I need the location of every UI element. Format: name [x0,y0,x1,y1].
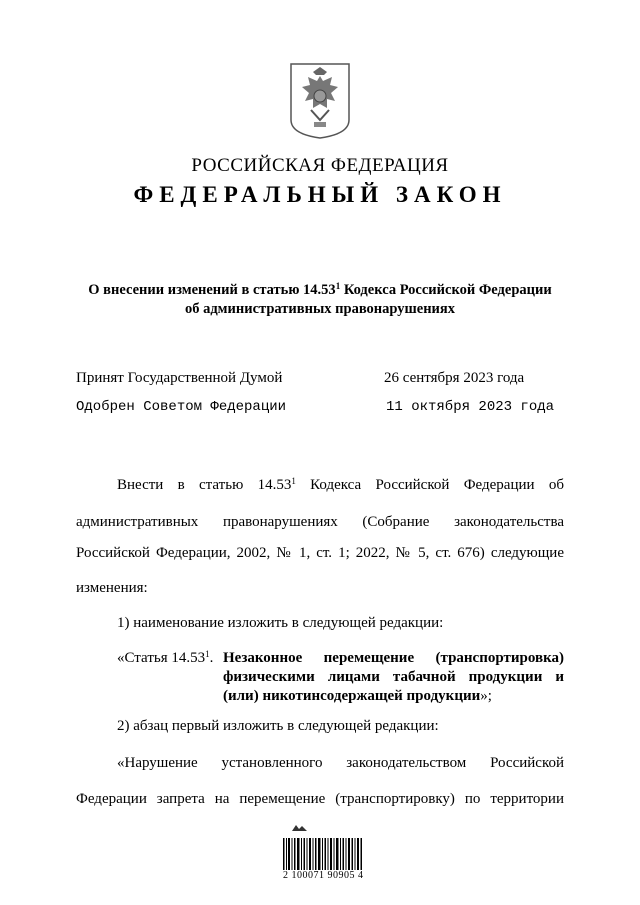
body-paragraph-line: «Нарушение установленного законодательством Российской [117,755,564,771]
council-approval-label: Одобрен Советом Федерации [76,399,287,415]
body-text: «Статья 14.53 [117,650,206,666]
body-text: . [209,650,214,666]
amendment-item-1: 1) наименование изложить в следующей редакции: [117,615,444,631]
subject-text: об административных правонарушениях [184,301,456,317]
law-subject [60,281,580,319]
duma-adoption-date: 26 сентября 2023 года [384,370,525,386]
country-name: РОССИЙСКАЯ ФЕДЕРАЦИЯ [191,155,449,176]
body-paragraph-line: Федерации запрета на перемещение (транспортировку) по территории [76,791,564,807]
article-title-line: Незаконное перемещение (транспортировка) [223,650,564,666]
council-approval-date: 11 октября 2023 года [386,399,555,415]
body-paragraph-line: Российской Федерации, 2002, № 1, ст. 1; 2022, № 5, ст. 676) следующие [76,545,564,561]
print-mark-icon [290,823,310,833]
article-title-line: физическими лицами табачной продукции и [223,669,564,685]
article-label [117,650,213,667]
barcode [283,838,363,870]
subject-text: О внесении изменений в статью 14.53 [88,282,336,298]
body-paragraph-line: изменения: [76,580,148,596]
subject-text: Кодекса Российской Федерации [340,282,552,298]
superscript: 1 [205,649,210,659]
superscript: 1 [291,476,296,486]
law-type-title: ФЕДЕРАЛЬНЫЙ ЗАКОН [133,182,507,207]
body-text: Кодекса Российской Федерации об [295,477,564,493]
superscript: 1 [335,281,341,291]
body-text: Внести в статью 14.53 [117,477,292,493]
body-paragraph-line: административных правонарушениях (Собрание законодательства [76,514,564,530]
body-paragraph-line [117,477,564,494]
body-text: (или) никотинсодержащей продукции [223,688,481,704]
amendment-item-2: 2) абзац первый изложить в следующей редакции: [117,718,439,734]
body-text: »; [480,688,492,704]
article-title-line [223,688,492,705]
duma-adoption-label: Принят Государственной Думой [76,370,283,386]
barcode-number: 2 100071 90905 4 [283,870,364,881]
coat-of-arms-emblem [289,62,351,140]
